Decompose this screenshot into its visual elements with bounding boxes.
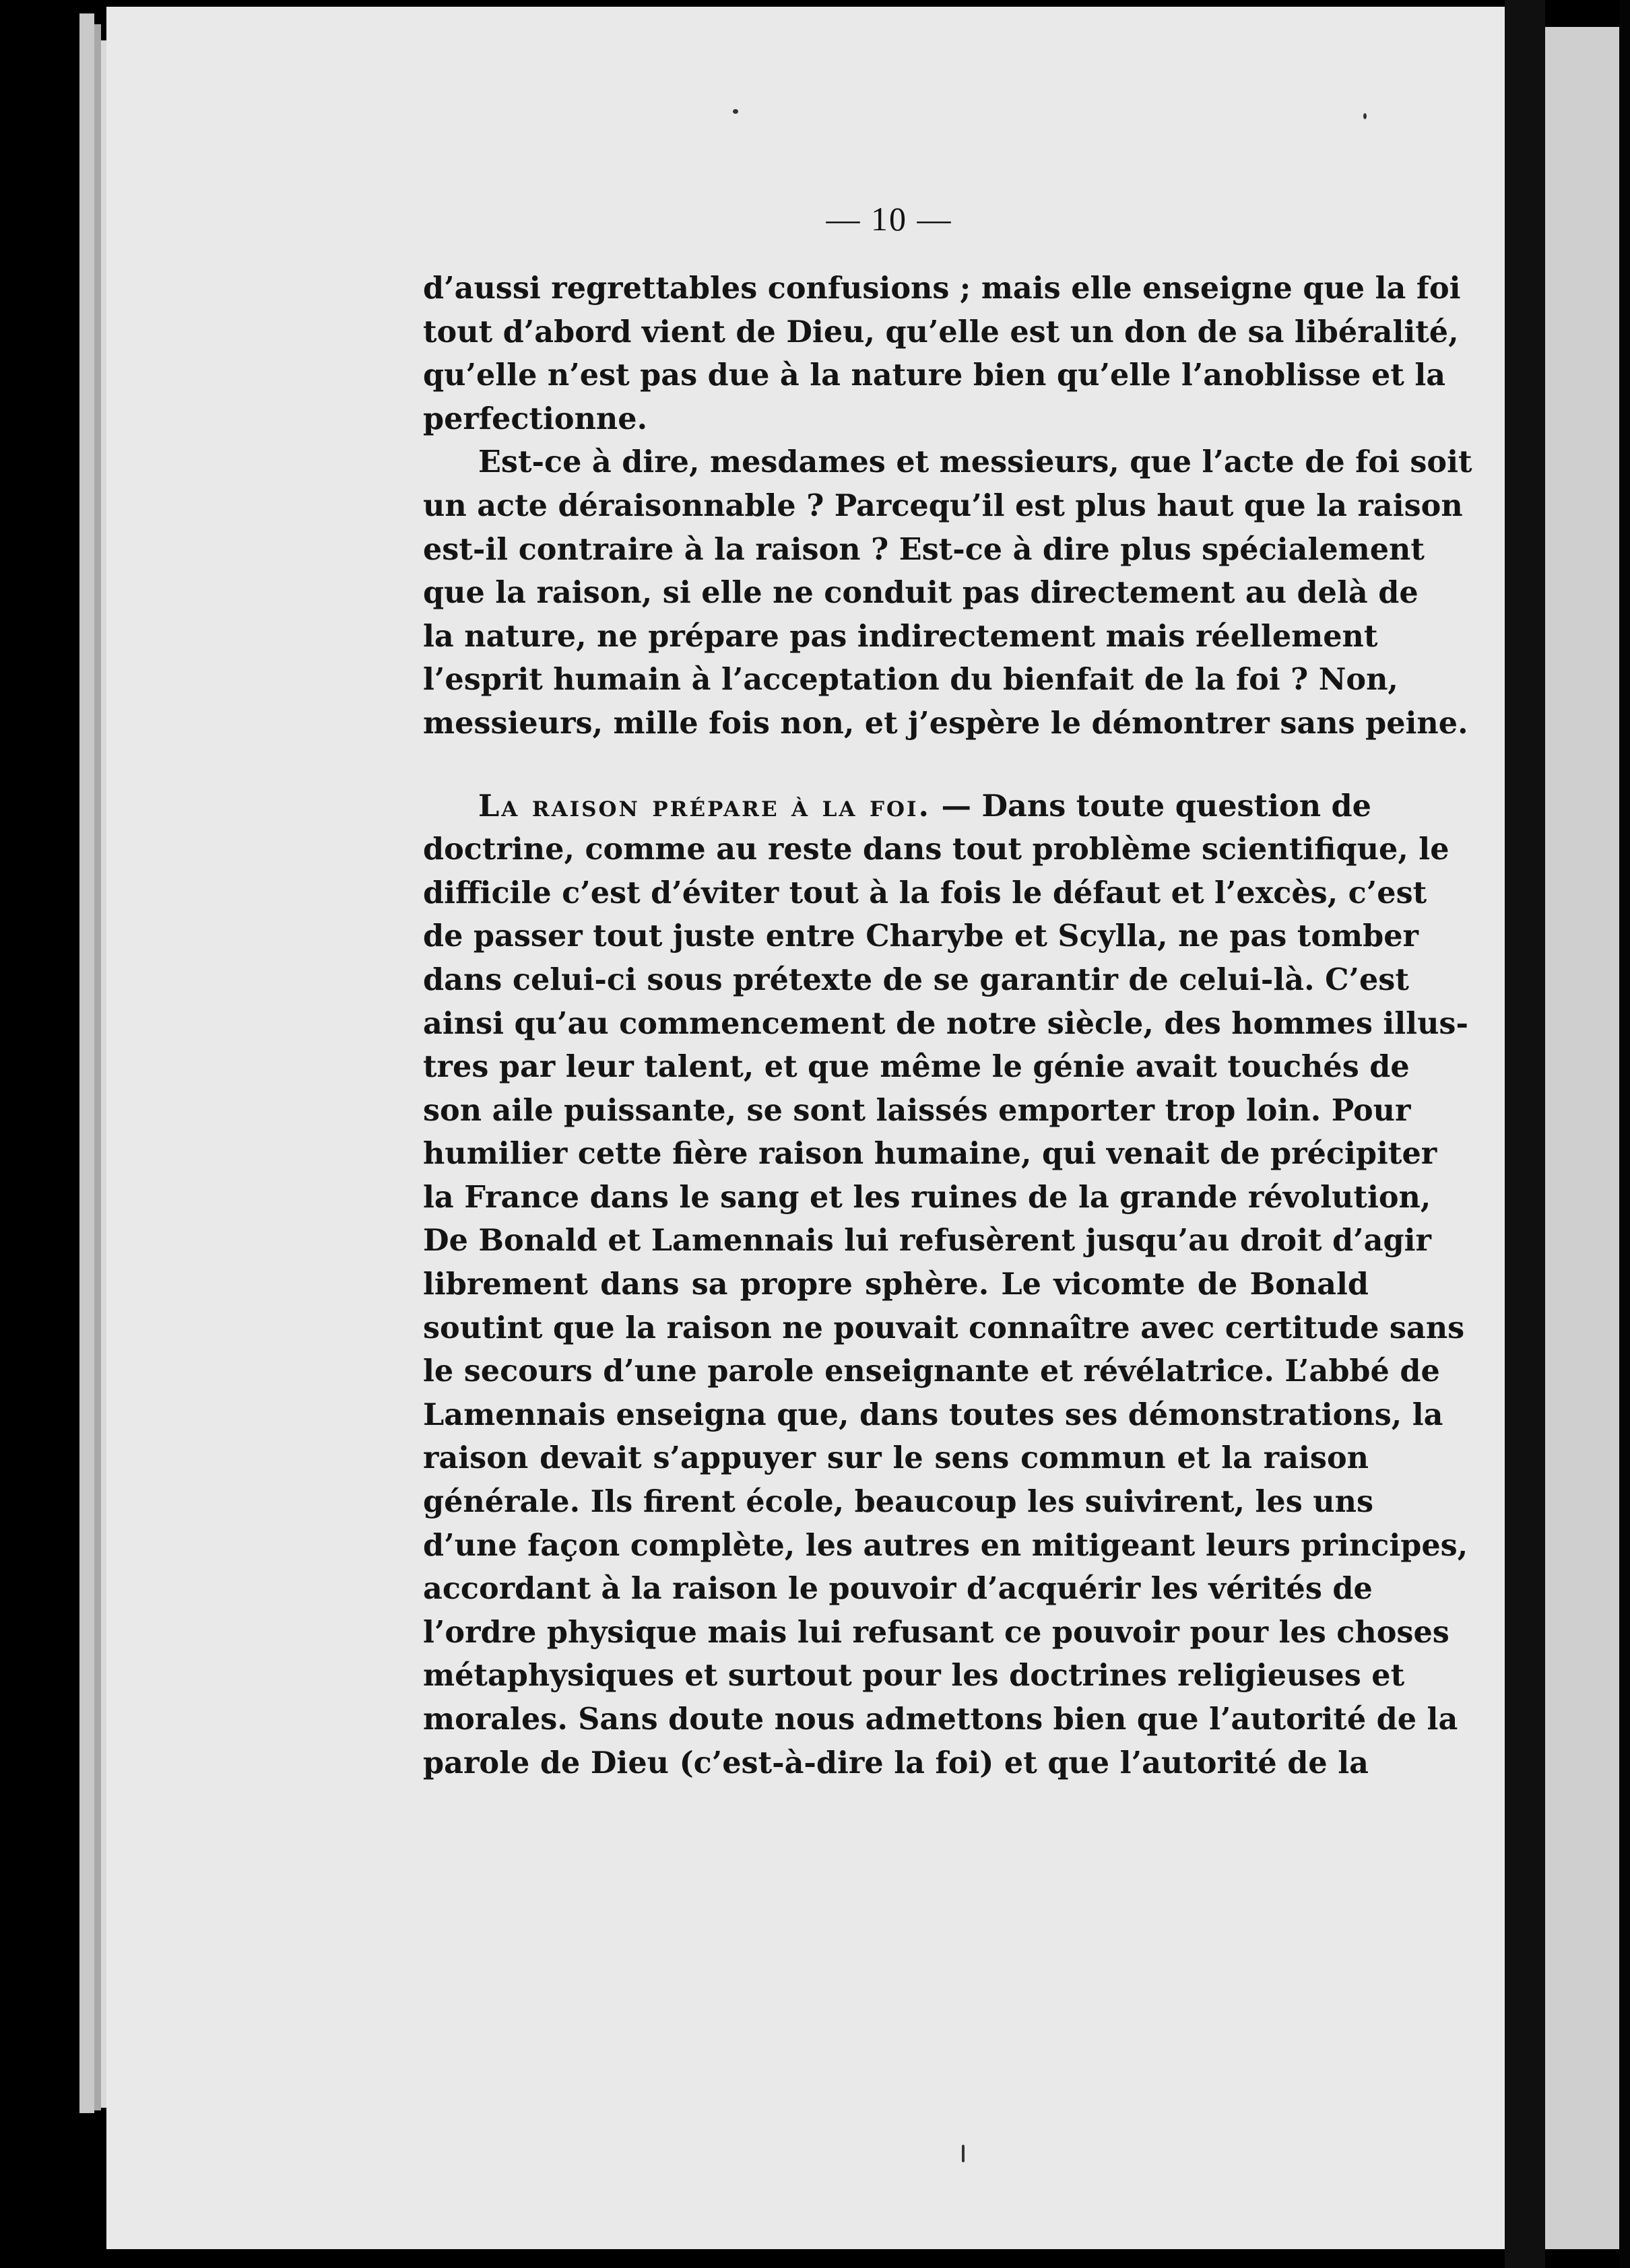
paragraph	[423, 440, 1472, 745]
paragraph-spacer	[423, 745, 1369, 785]
text-line: Lamennais enseigna que, dans toutes ses démonstrations, la	[423, 1397, 1443, 1432]
text-line: perfectionne.	[423, 401, 648, 436]
text-line: De Bonald et Lamennais lui refusèrent jusqu’au droit d’agir	[423, 1223, 1431, 1259]
text-line: messieurs, mille fois non, et j’espère le démontrer sans peine.	[423, 705, 1468, 741]
text-line: parole de Dieu (c’est-à-dire la foi) et que l’autorité de la	[423, 1745, 1369, 1780]
scan-speck	[733, 109, 738, 114]
text-line: l’ordre physique mais lui refusant ce pouvoir pour les choses	[423, 1614, 1449, 1650]
text-line: humilier cette fière raison humaine, qui venait de précipiter	[423, 1136, 1437, 1172]
page-stack-edge	[101, 40, 106, 2108]
text-line: morales. Sans doute nous admettons bien que l’autorité de la	[423, 1702, 1458, 1737]
paragraph	[423, 267, 1461, 440]
text-line: son aile puissante, se sont laissés emporter trop loin. Pour	[423, 1092, 1411, 1128]
text-line: générale. Ils firent école, beaucoup les suivirent, les uns	[423, 1484, 1374, 1520]
text-line: métaphysiques et surtout pour les doctrines religieuses et	[423, 1658, 1405, 1694]
page-number: — 10 —	[826, 200, 952, 238]
scan-speck	[962, 2145, 965, 2162]
adjacent-page-strip	[1545, 27, 1619, 2249]
text-line: dans celui-ci sous prétexte de se garantir de celui-là. C’est	[423, 962, 1409, 997]
text-line: ainsi qu’au commencement de notre siècle, des hommes illus-	[423, 1005, 1468, 1041]
page-stack-edge	[94, 24, 101, 2110]
text-line: la nature, ne prépare pas indirectement mais réellement	[423, 618, 1378, 654]
book-spine	[1505, 0, 1545, 2268]
scan-speck	[1363, 113, 1367, 119]
text-line	[423, 785, 1369, 828]
text-line: qu’elle n’est pas due à la nature bien qu’elle l’anoblisse et la	[423, 358, 1446, 393]
text-fragment: — Dans toute question de	[941, 788, 1371, 824]
text-line: soutint que la raison ne pouvait connaître avec certitude sans	[423, 1310, 1465, 1345]
text-line: raison devait s’appuyer sur le sens commun et la raison	[423, 1440, 1369, 1476]
text-line: doctrine, comme au reste dans tout problème scientifique, le	[423, 832, 1449, 867]
text-line: d’aussi regrettables confusions ; mais elle enseigne que la foi	[423, 271, 1461, 306]
text-line: Est-ce à dire, mesdames et messieurs, que l’acte de foi soit	[478, 444, 1472, 480]
scan-border	[1619, 0, 1630, 2268]
text-line: d’une façon complète, les autres en mitigeant leurs principes,	[423, 1527, 1468, 1563]
text-line: l’esprit humain à l’acceptation du bienfait de la foi ? Non,	[423, 662, 1398, 698]
text-line: de passer tout juste entre Charybe et Scylla, ne pas tomber	[423, 919, 1419, 954]
text-line: librement dans sa propre sphère. Le vicomte de Bonald	[423, 1267, 1369, 1302]
text-line: le secours d’une parole enseignante et révélatrice. L’abbé de	[423, 1354, 1440, 1389]
section-heading: La raison prépare à la foi.	[478, 788, 931, 824]
text-line: accordant à la raison le pouvoir d’acquérir les vérités de	[423, 1571, 1373, 1607]
text-line: difficile c’est d’éviter tout à la fois le défaut et l’excès, c’est	[423, 875, 1427, 910]
paragraph	[423, 785, 1468, 1785]
page-stack-edge	[79, 13, 94, 2113]
text-line: tres par leur talent, et que même le génie avait touchés de	[423, 1049, 1410, 1085]
text-line: la France dans le sang et les ruines de la grande révolution,	[423, 1179, 1431, 1215]
body-text	[423, 267, 1472, 1785]
text-line: tout d’abord vient de Dieu, qu’elle est un don de sa libéralité,	[423, 314, 1459, 349]
text-line: un acte déraisonnable ? Parcequ’il est plus haut que la raison	[423, 488, 1463, 523]
text-line: que la raison, si elle ne conduit pas directement au delà de	[423, 575, 1419, 611]
text-line: est-il contraire à la raison ? Est-ce à dire plus spécialement	[423, 531, 1425, 567]
